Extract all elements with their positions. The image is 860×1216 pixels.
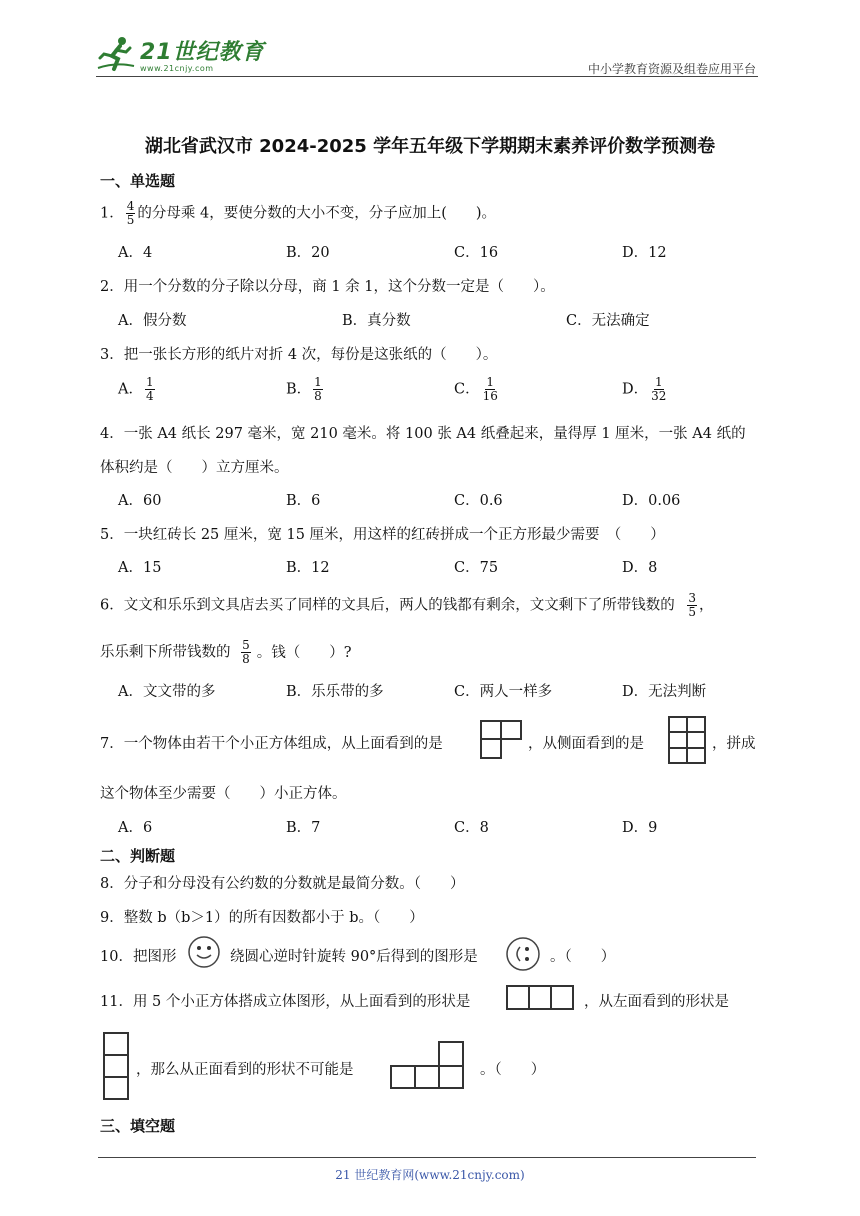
option-c[interactable]: C． $\frac{1}{16}$ <box>454 375 498 403</box>
question-10-text-c: 。（ ） <box>550 949 616 965</box>
logo-url: www.21cnjy.com <box>140 64 214 73</box>
option-a[interactable]: A．60 <box>118 493 162 509</box>
option-d[interactable]: D．8 <box>622 560 658 576</box>
option-a[interactable]: A．假分数 <box>118 313 187 329</box>
option-a[interactable]: A．15 <box>118 560 162 576</box>
footer-divider <box>98 1157 756 1158</box>
option-c[interactable]: C．两人一样多 <box>454 684 553 700</box>
question-2: 2．用一个分数的分子除以分母，商 1 余 1，这个分数一定是（ ）。 <box>100 279 555 295</box>
question-11-text-d: 。（ ） <box>480 1062 546 1078</box>
option-b[interactable]: B．真分数 <box>342 313 411 329</box>
question-number: 1． <box>100 205 124 222</box>
question-7-text-a: 7．一个物体由若干个小正方体组成，从上面看到的是 <box>100 736 443 752</box>
option-b[interactable]: B．7 <box>286 820 321 836</box>
side-view-figure <box>668 716 706 764</box>
question-8: 8．分子和分母没有公约数的分数就是最简分数。（ ） <box>100 876 465 892</box>
question-3: 3．把一张长方形的纸片对折 4 次，每份是这张纸的（ ）。 <box>100 347 498 363</box>
question-11-text-a: 11．用 5 个小正方体搭成立体图形，从上面看到的形状是 <box>100 994 471 1010</box>
question-7-text-b: ，从侧面看到的是 <box>528 736 644 752</box>
option-a[interactable]: A．4 <box>118 245 153 261</box>
question-4-line-1: 4．一张 A4 纸长 297 毫米，宽 210 毫米。将 100 张 A4 纸叠起来，量得厚 1 厘米，一张 A4 纸的 <box>100 426 746 442</box>
front-view-figure <box>390 1040 466 1090</box>
question-5: 5．一块红砖长 25 厘米，宽 15 厘米，用这样的红砖拼成一个正方形最少需要 （ ） <box>100 527 665 543</box>
page-title: 湖北省武汉市 2024-2025 学年五年级下学期期末素养评价数学预测卷 <box>144 136 716 157</box>
runner-logo-icon <box>96 34 136 74</box>
option-a[interactable]: A．文文带的多 <box>118 684 216 700</box>
question-9: 9．整数 b（b＞1）的所有因数都小于 b。（ ） <box>100 910 424 926</box>
question-7-text-c: ，拼成 <box>712 736 756 752</box>
section-heading-fill-in: 三、填空题 <box>100 1117 176 1135</box>
option-d[interactable]: D．0.06 <box>622 493 681 509</box>
question-text: 的分母乘 4，要使分数的大小不变，分子应加上( )。 <box>137 205 497 222</box>
top-view-three-squares <box>506 985 574 1011</box>
question-7-line-2: 这个物体至少需要（ ）小正方体。 <box>100 786 347 802</box>
platform-label: 中小学教育资源及组卷应用平台 <box>587 62 756 76</box>
option-d[interactable]: D．无法判断 <box>622 684 707 700</box>
option-b[interactable]: B． $\frac{1}{8}$ <box>286 375 322 403</box>
option-d[interactable]: D．12 <box>622 245 667 261</box>
footer-link[interactable]: 21 世纪教育网(www.21cnjy.com) <box>335 1168 525 1182</box>
left-view-three-squares <box>103 1032 129 1100</box>
question-4-line-2: 体积约是（ ）立方厘米。 <box>100 460 289 476</box>
logo-title: 21世纪教育 <box>140 40 265 65</box>
question-11-text-c: ，那么从正面看到的形状不可能是 <box>136 1062 354 1078</box>
page-header <box>96 30 758 80</box>
option-c[interactable]: C．75 <box>454 560 499 576</box>
option-c[interactable]: C．无法确定 <box>566 313 650 329</box>
option-a[interactable]: A． $\frac{1}{4}$ <box>118 375 154 403</box>
question-6-line-1: 6．文文和乐乐到文具店去买了同样的文具后，两人的钱都有剩余，文文剩下了所带钱数的 $\frac{3}{5}$ ， <box>100 591 714 619</box>
fraction: $\frac{4}{5}$ <box>126 199 135 227</box>
option-a[interactable]: A．6 <box>118 820 153 836</box>
question-11-text-b: ，从左面看到的形状是 <box>584 994 729 1010</box>
smiley-face-icon <box>187 935 221 969</box>
option-d[interactable]: D． $\frac{1}{32}$ <box>622 375 667 403</box>
section-heading-single-choice: 一、单选题 <box>100 172 176 190</box>
option-b[interactable]: B．12 <box>286 560 330 576</box>
question-10-text-b: 绕圆心逆时针旋转 90°后得到的图形是 <box>230 949 478 965</box>
option-c[interactable]: C．8 <box>454 820 489 836</box>
site-logo[interactable] <box>96 34 265 74</box>
option-c[interactable]: C．0.6 <box>454 493 503 509</box>
top-view-figure <box>480 720 522 760</box>
header-divider <box>96 76 758 77</box>
rotated-smiley-icon <box>505 936 541 972</box>
question-10-text-a: 10．把图形 <box>100 949 177 965</box>
option-b[interactable]: B．20 <box>286 245 330 261</box>
option-b[interactable]: B．乐乐带的多 <box>286 684 384 700</box>
section-heading-true-false: 二、判断题 <box>100 847 176 865</box>
question-6-line-2: 乐乐剩下所带钱数的 $\frac{5}{8}$ 。钱（ ）? <box>100 638 352 666</box>
option-b[interactable]: B．6 <box>286 493 321 509</box>
option-d[interactable]: D．9 <box>622 820 658 836</box>
question-1 <box>100 200 496 227</box>
option-c[interactable]: C．16 <box>454 245 499 261</box>
